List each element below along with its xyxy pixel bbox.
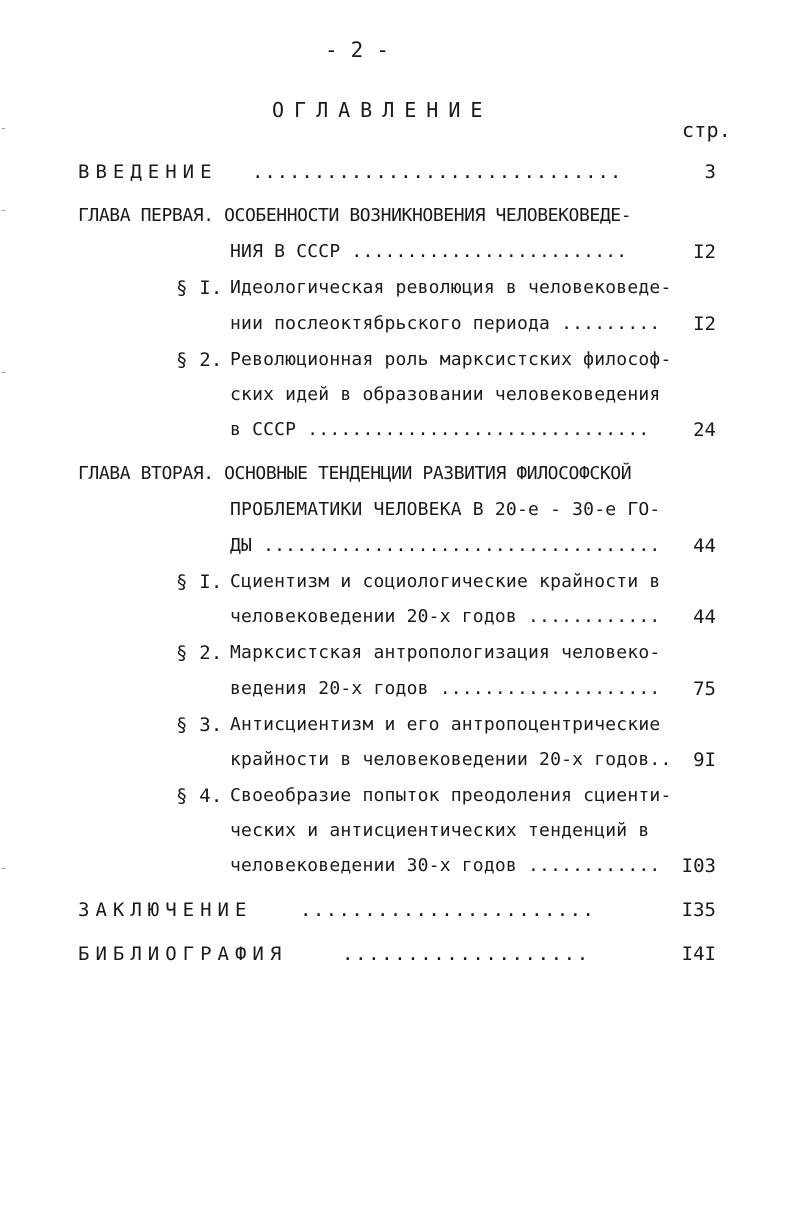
- toc-entry-title: Марксистская антропологизация человеко-: [230, 642, 661, 663]
- toc-entry-title: ВВЕДЕНИЕ: [78, 161, 218, 183]
- scan-margin-mark: [2, 868, 5, 869]
- section-mark: § I.: [176, 571, 223, 593]
- scan-margin-mark: [2, 128, 5, 129]
- scan-margin-mark: [2, 210, 5, 211]
- toc-entry-title-cont: НИЯ В СССР .........................: [230, 241, 628, 262]
- toc-page-number: 44: [693, 606, 716, 628]
- toc-entry-title: Своеобразие попыток преодоления сциенти-: [230, 785, 672, 806]
- toc-entry-title-cont: ПРОБЛЕМАТИКИ ЧЕЛОВЕКА В 20-е - 30-е ГО-: [230, 499, 661, 520]
- section-mark: § 4.: [176, 785, 223, 807]
- toc-entry-title-cont: крайности в человековедении 20-х годов..: [230, 749, 672, 770]
- toc-entry-title: ЗАКЛЮЧЕНИЕ: [78, 899, 253, 921]
- toc-page-number: 24: [693, 419, 716, 441]
- toc-page-number: I03: [681, 855, 716, 877]
- scan-margin-mark: [2, 372, 5, 373]
- toc-page-number: I35: [681, 899, 716, 921]
- toc-entry-title: ГЛАВА ПЕРВАЯ. ОСОБЕННОСТИ ВОЗНИКНОВЕНИЯ ЧЕЛОВЕКОВЕДЕ-: [78, 205, 632, 226]
- section-mark: § 2.: [176, 642, 223, 664]
- toc-entry-title: БИБЛИОГРАФИЯ: [78, 943, 288, 965]
- toc-page-number: I2: [693, 313, 716, 335]
- section-mark: § 2.: [176, 349, 223, 371]
- toc-page-number: I2: [693, 241, 716, 263]
- toc-entry-title-cont: ческих и антисциентических тенденций в: [230, 820, 650, 841]
- toc-page-number: 3: [704, 161, 716, 183]
- toc-entry-title: Антисциентизм и его антропоцентрические: [230, 714, 661, 735]
- toc-leader-dots: .......................: [300, 899, 596, 921]
- toc-entry-title-cont: ДЫ ....................................: [230, 535, 661, 556]
- toc-entry-title-cont: ведения 20-х годов ....................: [230, 678, 661, 699]
- section-mark: § I.: [176, 277, 223, 299]
- toc-page-number: I4I: [681, 943, 716, 965]
- toc-entry-title-cont: в СССР ...............................: [230, 419, 650, 440]
- toc-page-number: 44: [693, 535, 716, 557]
- toc-entry-title: Сциентизм и социологические крайности в: [230, 571, 661, 592]
- toc-entry-title-cont: ских идей в образовании человековедения: [230, 384, 661, 405]
- page-number: - 2 -: [325, 38, 390, 62]
- toc-entry-title: Революционная роль марксистских философ-: [230, 349, 672, 370]
- toc-entry-title: ГЛАВА ВТОРАЯ. ОСНОВНЫЕ ТЕНДЕНЦИИ РАЗВИТИЯ ФИЛОСОФСКОЙ: [78, 463, 632, 484]
- toc-entry-title-cont: человековедении 20-х годов ............: [230, 606, 661, 627]
- toc-entry-title-cont: нии послеоктябрьского периода .........: [230, 313, 661, 334]
- toc-entry-title: Идеологическая революция в человековеде-: [230, 277, 672, 298]
- toc-leader-dots: ..............................: [252, 161, 623, 183]
- toc-entry-title-cont: человековедении 30-х годов ............: [230, 855, 661, 876]
- page-title: ОГЛАВЛЕНИЕ: [272, 98, 493, 122]
- toc-page-number: 9I: [693, 749, 716, 771]
- toc-page-number: 75: [693, 678, 716, 700]
- page-column-label: стр.: [682, 118, 731, 142]
- toc-leader-dots: ...................: [342, 943, 590, 965]
- section-mark: § 3.: [176, 714, 223, 736]
